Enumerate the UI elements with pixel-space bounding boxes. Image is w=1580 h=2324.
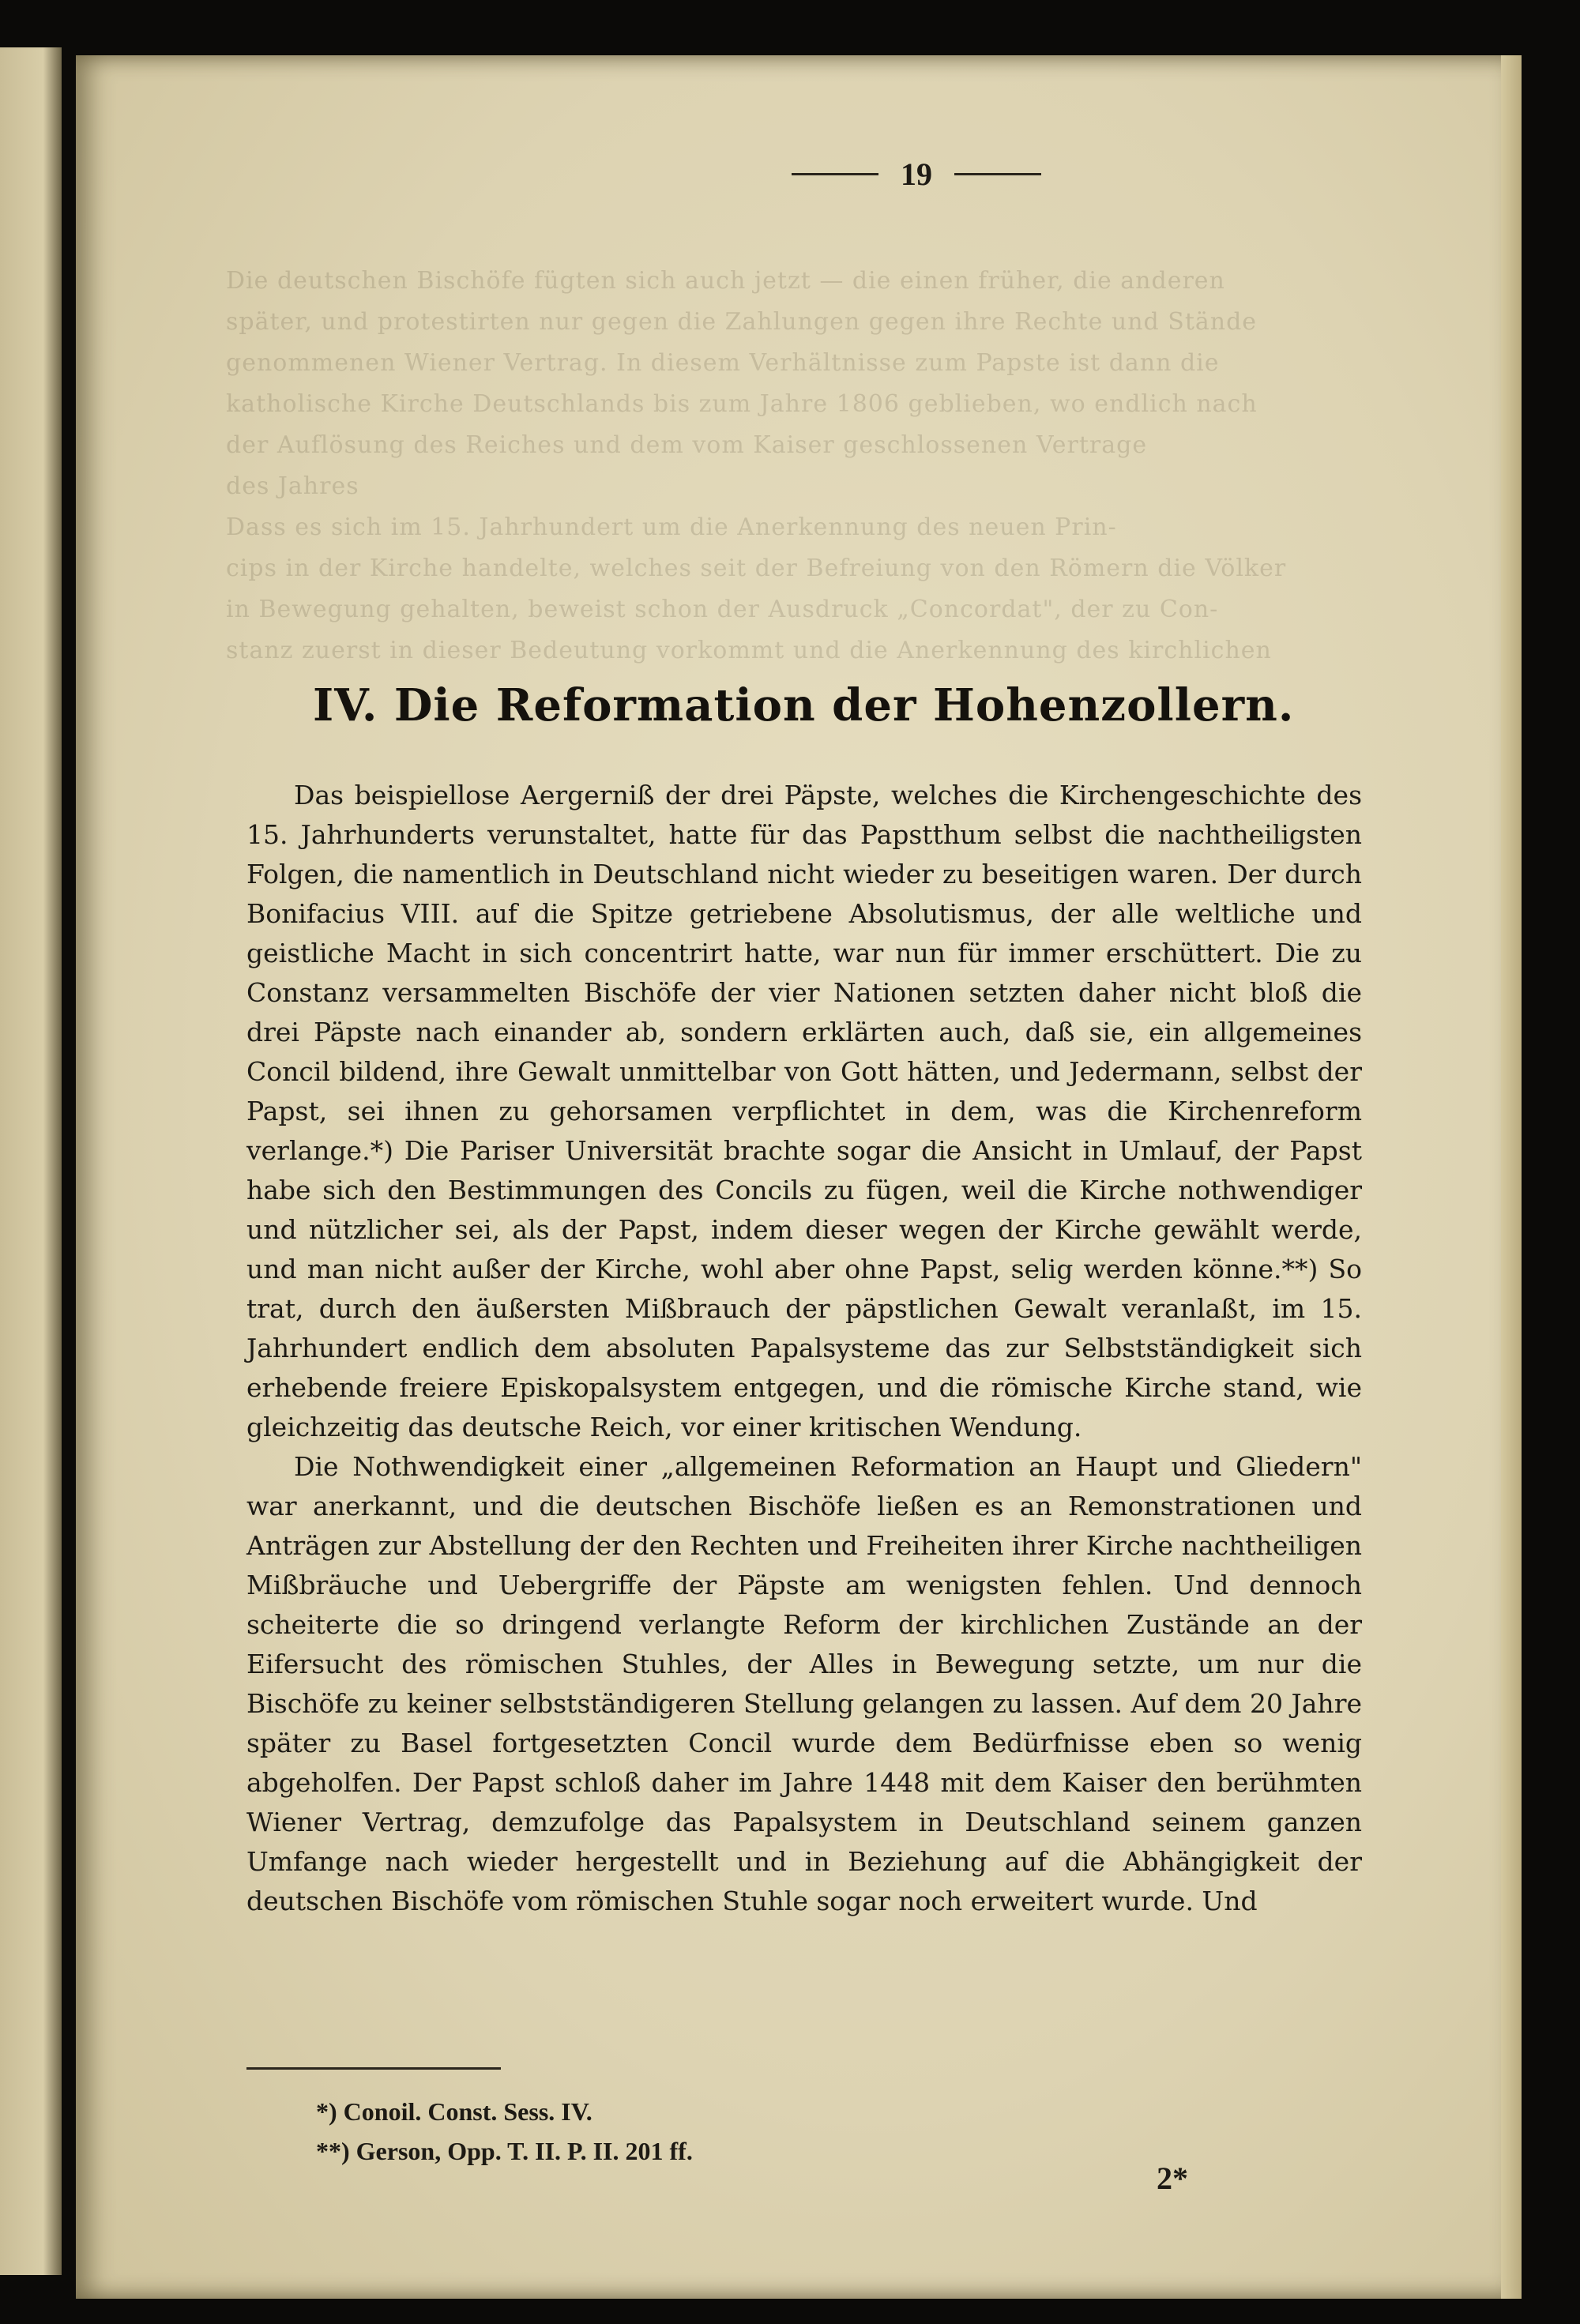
page-number: 19 — [901, 156, 932, 192]
section-title: IV. Die Reformation der Hohenzollern. — [313, 679, 1295, 731]
footnotes — [316, 2092, 1185, 2171]
show-through-text: Die deutschen Bischöfe fügten sich auch jetzt — die einen früher, die anderen später, und protestirten nur gegen die Zahlungen gegen ihre Rechte und Stände genommenen Wiener Vertrag. In diesem Verhältnisse zum Papste ist dann die katholische Kirche Deutschlands bis zum Jahre 1806 geblieben, wo endlich nach der Auflösung des Reiches und dem vom Kaiser geschlossenen Vertrage des Jahres Dass es sich im 15. Jahrhundert um die Anerkennung des neuen Prin- cips in der Kirche handelte, welches seit der Befreiung von den Römern die Völker in Bewegung gehalten, beweist schon der Ausdruck „Concordat", der zu Con- stanz zuerst in dieser Bedeutung vorkommt und die Anerkennung des kirchlichen — [226, 267, 1287, 664]
page-header — [711, 150, 1122, 197]
page-edge — [1501, 55, 1522, 2299]
footnote-1: *) Conoil. Const. Sess. IV. — [316, 2097, 592, 2126]
signature-mark: 2* — [1157, 2160, 1188, 2196]
paragraph-1: Das beispiellose Aergerniß der drei Päpste, welches die Kirchengeschichte des 15. Jahrhunderts verunstaltet, hatte für das Papstthum selbst die nachtheiligsten Folgen, die namentlich in Deutschland nicht wieder zu beseitigen waren. Der durch Bonifacius VIII. auf die Spitze getriebene Absolutismus, der alle weltliche und geistliche Macht in sich concentrirt hatte, war nun für immer erschüttert. Die zu Constanz versammelten Bischöfe der vier Nationen setzten daher nicht bloß die drei Päpste nach einander ab, sondern erklärten auch, daß sie, ein allgemeines Concil bildend, ihre Gewalt unmittelbar von Gott hätten, und Jedermann, selbst der Papst, sei ihnen zu gehorsamen verpflichtet in dem, was die Kirchenreform verlange.*) Die Pariser Universität brachte sogar die Ansicht in Umlauf, der Papst habe sich den Bestimmungen des Concils zu fügen, weil die Kirche nothwendiger und nützlicher sei, als der Papst, indem dieser wegen der Kirche gewählt werde, und man nicht außer der Kirche, wohl aber ohne Papst, selig werden könne.**) So trat, durch den äußersten Mißbrauch der päpstlichen Gewalt veranlaßt, im 15. Jahrhundert endlich dem absoluten Papalsysteme das zur Selbstständigkeit sich erhebende freiere Episkopalsystem entgegen, und die römische Kirche stand, wie gleichzeitig das deutsche Reich, vor einer kritischen Wendung. — [246, 780, 1362, 1442]
previous-page-edge — [0, 47, 62, 2275]
footnote-divider — [246, 2067, 501, 2070]
header-rule-left — [792, 173, 878, 175]
body-text — [246, 776, 1362, 1921]
header-rule-right — [954, 173, 1041, 175]
footnote-2: **) Gerson, Opp. T. II. P. II. 201 ff. — [316, 2137, 693, 2165]
paragraph-2: Die Nothwendigkeit einer „allgemeinen Reformation an Haupt und Gliedern" war anerkannt, und die deutschen Bischöfe ließen es an Remonstrationen und Anträgen zur Abstellung der den Rechten und Freiheiten ihrer Kirche nachtheiligen Mißbräuche und Uebergriffe der Päpste am wenigsten fehlen. Und dennoch scheiterte die so dringend verlangte Reform der kirchlichen Zustände an der Eifersucht des römischen Stuhles, der Alles in Bewegung setzte, um nur die Bischöfe zu keiner selbstständigeren Stellung gelangen zu lassen. Auf dem 20 Jahre später zu Basel fortgesetzten Concil wurde dem Bedürfnisse eben so wenig abgeholfen. Der Papst schloß daher im Jahre 1448 mit dem Kaiser den berühmten Wiener Vertrag, demzufolge das Papalsystem in Deutschland seinem ganzen Umfange nach wieder hergestellt und in Beziehung auf die Abhängigkeit der deutschen Bischöfe vom römischen Stuhle sogar noch erweitert wurde. Und — [246, 1451, 1362, 1916]
book-page — [76, 55, 1522, 2299]
